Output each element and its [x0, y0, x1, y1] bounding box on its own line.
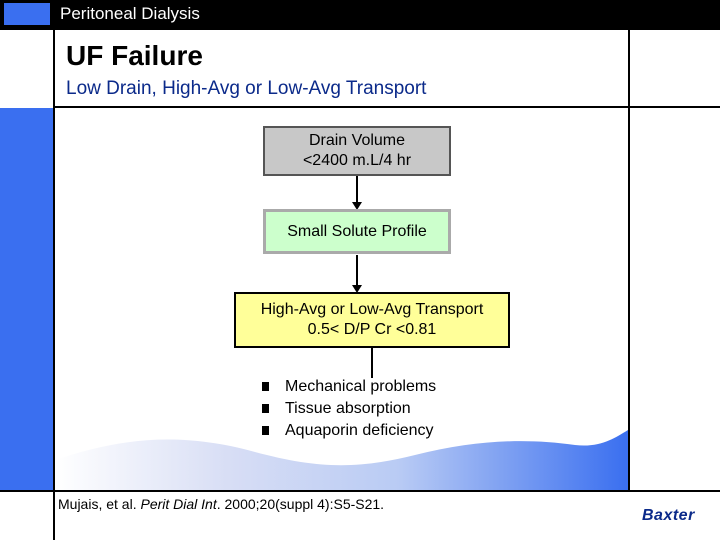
drain-volume-label: Drain Volume: [308, 132, 406, 149]
top-bar: [0, 0, 720, 30]
drain-volume-box: [263, 126, 451, 176]
list-item: Mechanical problems: [262, 376, 436, 398]
list-item: Tissue absorption: [262, 398, 436, 420]
arrow-2: [356, 255, 358, 291]
transport-label: High-Avg or Low-Avg Transport: [260, 301, 484, 318]
bottom-rule: [0, 490, 720, 492]
bullet-square-icon: [262, 382, 269, 391]
slide-title: UF Failure: [66, 40, 203, 71]
list-item: Aquaporin deficiency: [262, 420, 436, 442]
arrow-1: [356, 176, 358, 208]
section-title: Peritoneal Dialysis: [60, 4, 200, 23]
bullet-square-icon: [262, 426, 269, 435]
header-blue-square: [4, 3, 50, 25]
left-blue-strip: [0, 108, 53, 491]
small-solute-label: Small Solute Profile: [287, 222, 427, 240]
right-rule: [628, 30, 630, 492]
baxter-logo: Baxter: [642, 507, 695, 524]
small-solute-profile-box: [263, 209, 451, 254]
transport-range: 0.5< D/P Cr <0.81: [307, 321, 437, 338]
causes-list: [262, 376, 436, 442]
bullet-square-icon: [262, 404, 269, 413]
slide-subtitle: Low Drain, High-Avg or Low-Avg Transport: [66, 78, 427, 99]
header-rule: [55, 106, 720, 108]
connector-line: [371, 348, 373, 378]
citation: Mujais, et al. Perit Dial Int. 2000;20(suppl 4):S5-S21.: [58, 496, 385, 512]
transport-box: [234, 292, 510, 348]
drain-volume-threshold: <2400 m.L/4 hr: [302, 152, 412, 169]
journal-name: Perit Dial Int: [140, 496, 217, 512]
